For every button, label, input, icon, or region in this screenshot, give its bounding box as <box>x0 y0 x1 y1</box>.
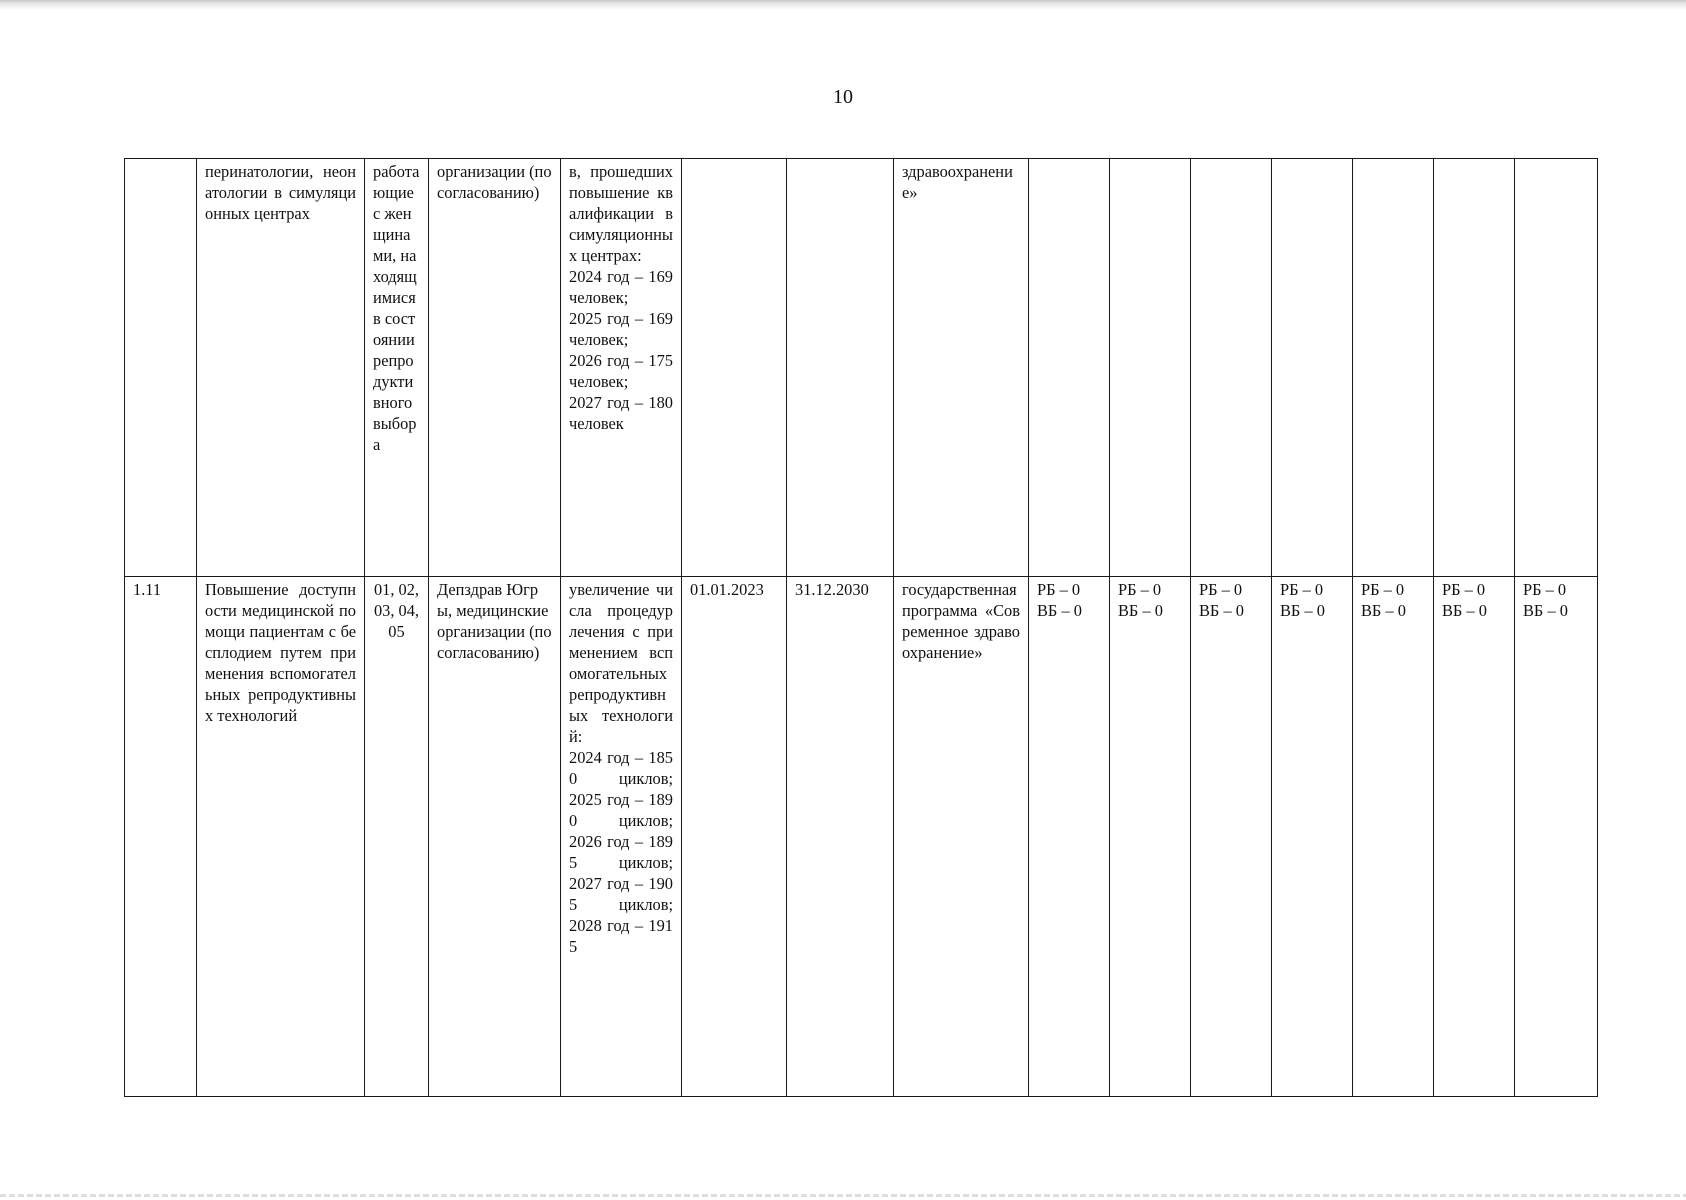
funding-rb: РБ – 0 <box>1280 580 1324 599</box>
cell-funding <box>1029 577 1110 1097</box>
cell-number: 1.11 <box>125 577 197 1097</box>
cell-start-date: 01.01.2023 <box>682 577 787 1097</box>
cell-funding <box>1515 577 1598 1097</box>
measures-table <box>124 158 1598 1097</box>
result-year-line: 2026 год – 175 человек; <box>569 351 673 391</box>
cell-end-date <box>787 159 894 577</box>
cell-number <box>125 159 197 577</box>
cell-funding <box>1191 159 1272 577</box>
cell-funding <box>1191 577 1272 1097</box>
funding-vb: ВБ – 0 <box>1199 601 1244 620</box>
result-year-line: 2025 год – 169 человек; <box>569 309 673 349</box>
funding-rb: РБ – 0 <box>1442 580 1486 599</box>
result-year-line: 2024 год – 169 человек; <box>569 267 673 307</box>
cell-funding <box>1110 577 1191 1097</box>
table-row <box>125 159 1598 577</box>
funding-vb: ВБ – 0 <box>1037 601 1082 620</box>
cell-program: здравоохранение» <box>894 159 1029 577</box>
result-heading: увеличение числа процедур лечения с применением вспомогательных репродуктивных технологий: <box>569 580 673 746</box>
cell-funding <box>1272 577 1353 1097</box>
funding-rb: РБ – 0 <box>1199 580 1243 599</box>
cell-measure-name: Повышение доступности медицинской помощи пациентам с бесплодием путем применения вспомогательных репродуктивных технологий <box>197 577 365 1097</box>
funding-rb: РБ – 0 <box>1361 580 1405 599</box>
funding-vb: ВБ – 0 <box>1280 601 1325 620</box>
funding-vb: ВБ – 0 <box>1118 601 1163 620</box>
cell-result <box>561 577 682 1097</box>
cell-executor: организации (по согласованию) <box>429 159 561 577</box>
result-year-line: 2026 год – 1895 циклов; <box>569 832 673 872</box>
cell-funding <box>1353 159 1434 577</box>
result-year-line: 2028 год – 1915 <box>569 916 673 956</box>
funding-vb: ВБ – 0 <box>1361 601 1406 620</box>
table-row <box>125 577 1598 1097</box>
result-heading: в, прошедших повышение квалификации в симуляционных центрах: <box>569 162 673 265</box>
cell-executor: Депздрав Югры, медицинские организации (по согласованию) <box>429 577 561 1097</box>
cell-end-date: 31.12.2030 <box>787 577 894 1097</box>
funding-rb: РБ – 0 <box>1118 580 1162 599</box>
cell-funding <box>1353 577 1434 1097</box>
page-number: 10 <box>833 86 853 108</box>
scan-edge-top <box>0 0 1686 10</box>
funding-rb: РБ – 0 <box>1037 580 1081 599</box>
scan-edge-bottom <box>0 1194 1686 1197</box>
result-year-line: 2024 год – 1850 циклов; <box>569 748 673 788</box>
funding-vb: ВБ – 0 <box>1523 601 1568 620</box>
cell-program: государственная программа «Современное здравоохранение» <box>894 577 1029 1097</box>
funding-rb: РБ – 0 <box>1523 580 1567 599</box>
funding-vb: ВБ – 0 <box>1442 601 1487 620</box>
cell-funding <box>1434 577 1515 1097</box>
cell-target-group: работающие с женщинами, находящимися в состоянии репродуктивного выбора <box>365 159 429 577</box>
cell-funding <box>1434 159 1515 577</box>
result-year-line: 2025 год – 1890 циклов; <box>569 790 673 830</box>
cell-funding <box>1029 159 1110 577</box>
cell-funding <box>1515 159 1598 577</box>
cell-result <box>561 159 682 577</box>
cell-target-group: 01, 02, 03, 04, 05 <box>365 577 429 1097</box>
cell-funding <box>1272 159 1353 577</box>
cell-start-date <box>682 159 787 577</box>
result-year-line: 2027 год – 1905 циклов; <box>569 874 673 914</box>
cell-funding <box>1110 159 1191 577</box>
result-year-line: 2027 год – 180 человек <box>569 393 673 433</box>
cell-measure-name: перинатологии, неонатологии в симуляционных центрах <box>197 159 365 577</box>
